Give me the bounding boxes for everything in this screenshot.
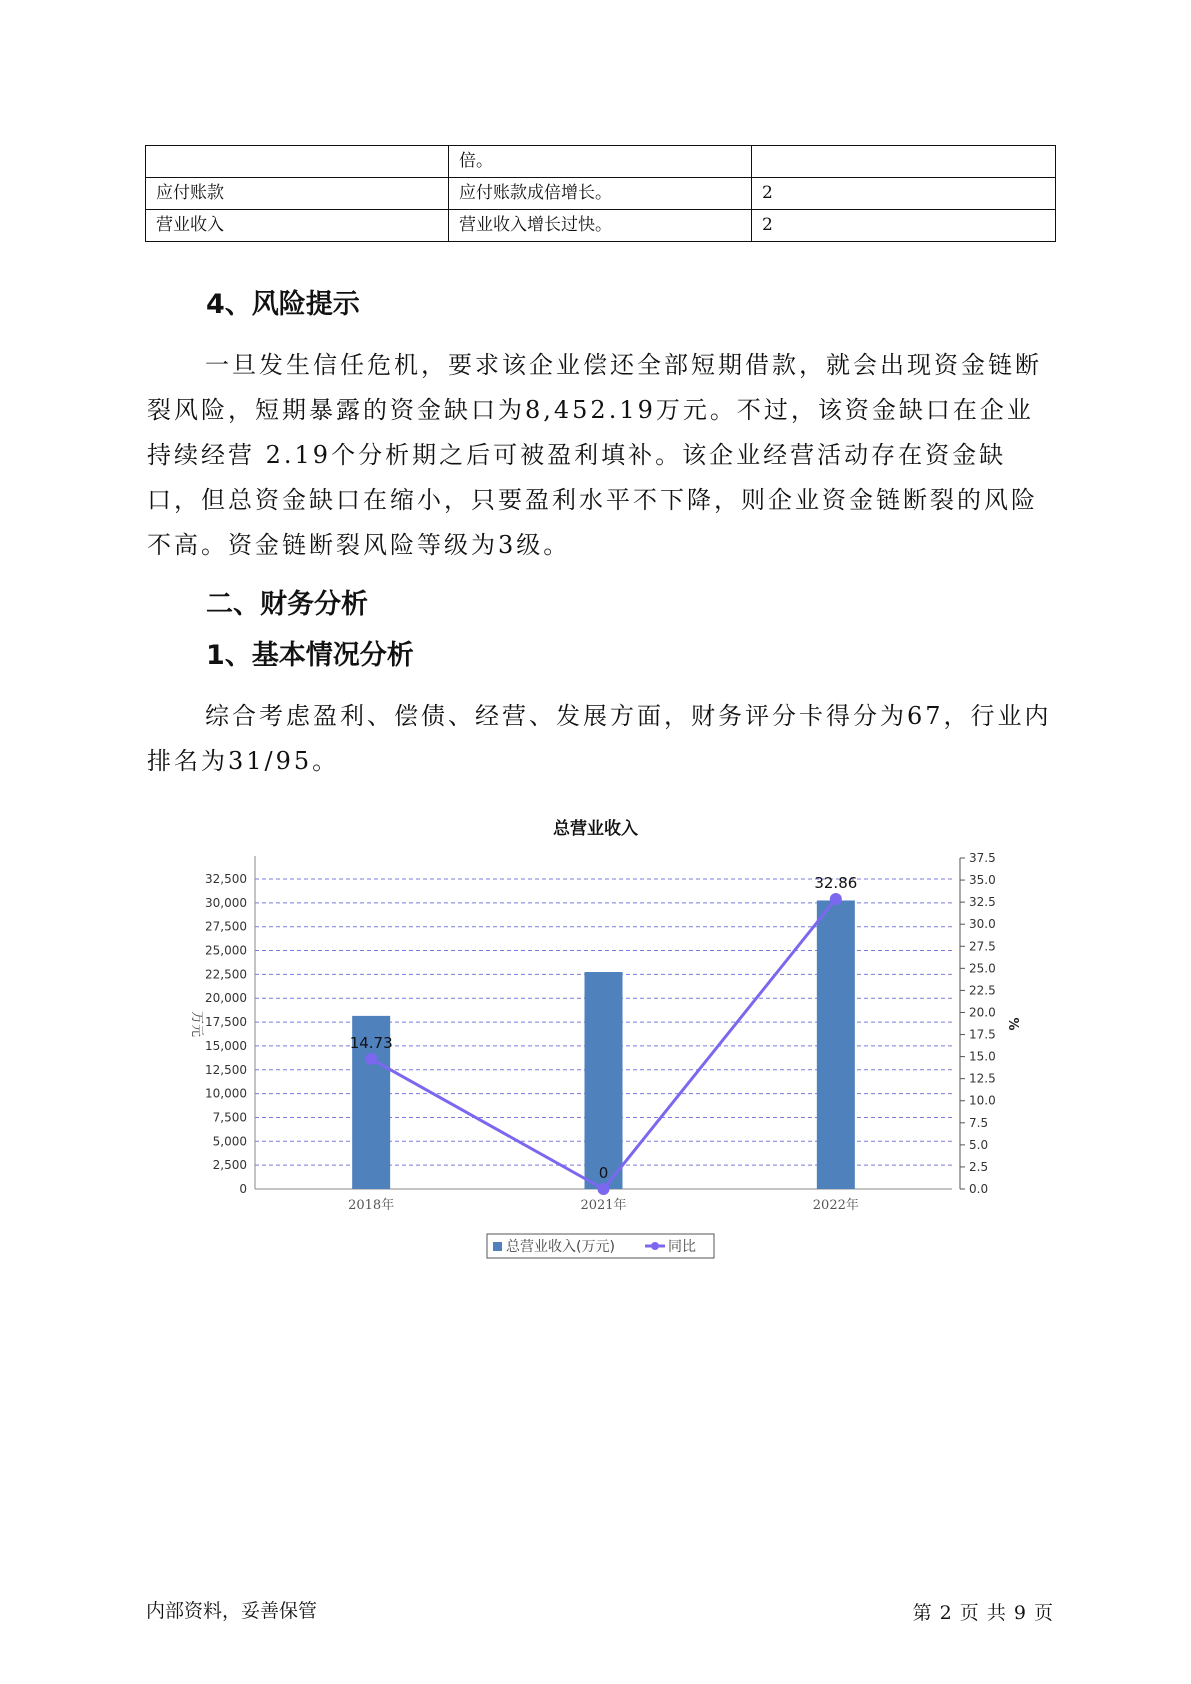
table-cell: 倍。	[449, 146, 752, 178]
footer-confidential: 内部资料，妥善保管	[146, 1600, 318, 1622]
finance-heading: 二、财务分析	[206, 589, 368, 620]
yoy-point	[830, 893, 842, 905]
y2-tick-label: 0.0	[969, 1182, 989, 1196]
table-cell: 2	[752, 210, 1056, 242]
y-tick-label: 15,000	[205, 1038, 247, 1053]
basic-analysis-heading: 1、基本情况分析	[206, 640, 414, 671]
y-tick-label: 30,000	[205, 895, 247, 910]
legend-bar-swatch	[493, 1242, 502, 1251]
table-cell: 营业收入增长过快。	[449, 210, 752, 242]
y2-tick-label: 22.5	[969, 983, 996, 998]
y2-tick-label: 30.0	[969, 917, 996, 932]
y2-tick-label: 2.5	[969, 1159, 989, 1174]
bar	[817, 900, 855, 1189]
y-tick-label: 25,000	[205, 943, 247, 958]
y-tick-label: 20,000	[205, 991, 247, 1006]
y2-tick-label: 12.5	[969, 1071, 996, 1086]
y-tick-label: 5,000	[212, 1134, 247, 1149]
y2-axis-label: %	[1005, 1017, 1020, 1031]
y2-tick-label: 37.5	[969, 851, 996, 865]
yoy-point	[598, 1183, 610, 1195]
y-tick-label: 7,500	[212, 1110, 247, 1125]
chart-title: 总营业收入	[553, 819, 638, 839]
table-cell: 应付账款	[146, 178, 449, 210]
data-label: 14.73	[349, 1033, 393, 1052]
y-tick-label: 22,500	[205, 967, 247, 982]
y2-tick-label: 27.5	[969, 939, 996, 954]
footer-page-number: 第 2 页 共 9 页	[912, 1602, 1054, 1624]
y-tick-label: 10,000	[205, 1086, 247, 1101]
legend-line-marker	[651, 1242, 659, 1250]
y-tick-label: 2,500	[212, 1158, 247, 1173]
y-tick-label: 17,500	[205, 1015, 247, 1030]
table-cell: 2	[752, 178, 1056, 210]
x-tick-label: 2021年	[580, 1198, 627, 1213]
legend-line-label: 同比	[668, 1239, 696, 1255]
table-cell: 应付账款成倍增长。	[449, 178, 752, 210]
finance-paragraph: 综合考虑盈利、偿债、经营、发展方面，财务评分卡得分为67，行业内排名为31/95。	[147, 702, 1052, 775]
y2-tick-label: 17.5	[969, 1027, 996, 1042]
y-tick-label: 27,500	[205, 919, 247, 934]
y-tick-label: 0	[239, 1182, 247, 1196]
y2-tick-label: 5.0	[969, 1137, 989, 1152]
y2-tick-label: 10.0	[969, 1093, 996, 1108]
data-label: 32.86	[814, 873, 858, 892]
y2-tick-label: 20.0	[969, 1005, 996, 1020]
bar	[585, 972, 623, 1189]
y-tick-label: 12,500	[205, 1062, 247, 1077]
y2-tick-label: 15.0	[969, 1049, 996, 1064]
x-tick-label: 2018年	[348, 1198, 395, 1213]
y2-tick-label: 35.0	[969, 873, 996, 888]
legend-bar-label: 总营业收入(万元)	[506, 1239, 615, 1255]
table-cell: 营业收入	[146, 210, 449, 242]
risk-paragraph: 一旦发生信任危机，要求该企业偿还全部短期借款，就会出现资金链断裂风险，短期暴露的资金缺口为8,452.19万元。不过，该资金缺口在企业持续经营 2.19个分析期之后可被盈利填补。该企业经营活动存在资金缺口，但总资金缺口在缩小，只要盈利水平不下降，则企业资金链断裂的风险不高。资金链断裂风险等级为3级。	[147, 351, 1042, 559]
yoy-point	[365, 1053, 377, 1065]
y-axis-label: 万元	[189, 1010, 204, 1038]
x-tick-label: 2022年	[812, 1198, 859, 1213]
risk-heading: 4、风险提示	[206, 289, 360, 320]
y-tick-label: 32,500	[205, 872, 247, 886]
y2-tick-label: 7.5	[969, 1115, 989, 1130]
data-label: 0	[598, 1164, 609, 1182]
y2-tick-label: 32.5	[969, 895, 996, 910]
y2-tick-label: 25.0	[969, 961, 996, 976]
